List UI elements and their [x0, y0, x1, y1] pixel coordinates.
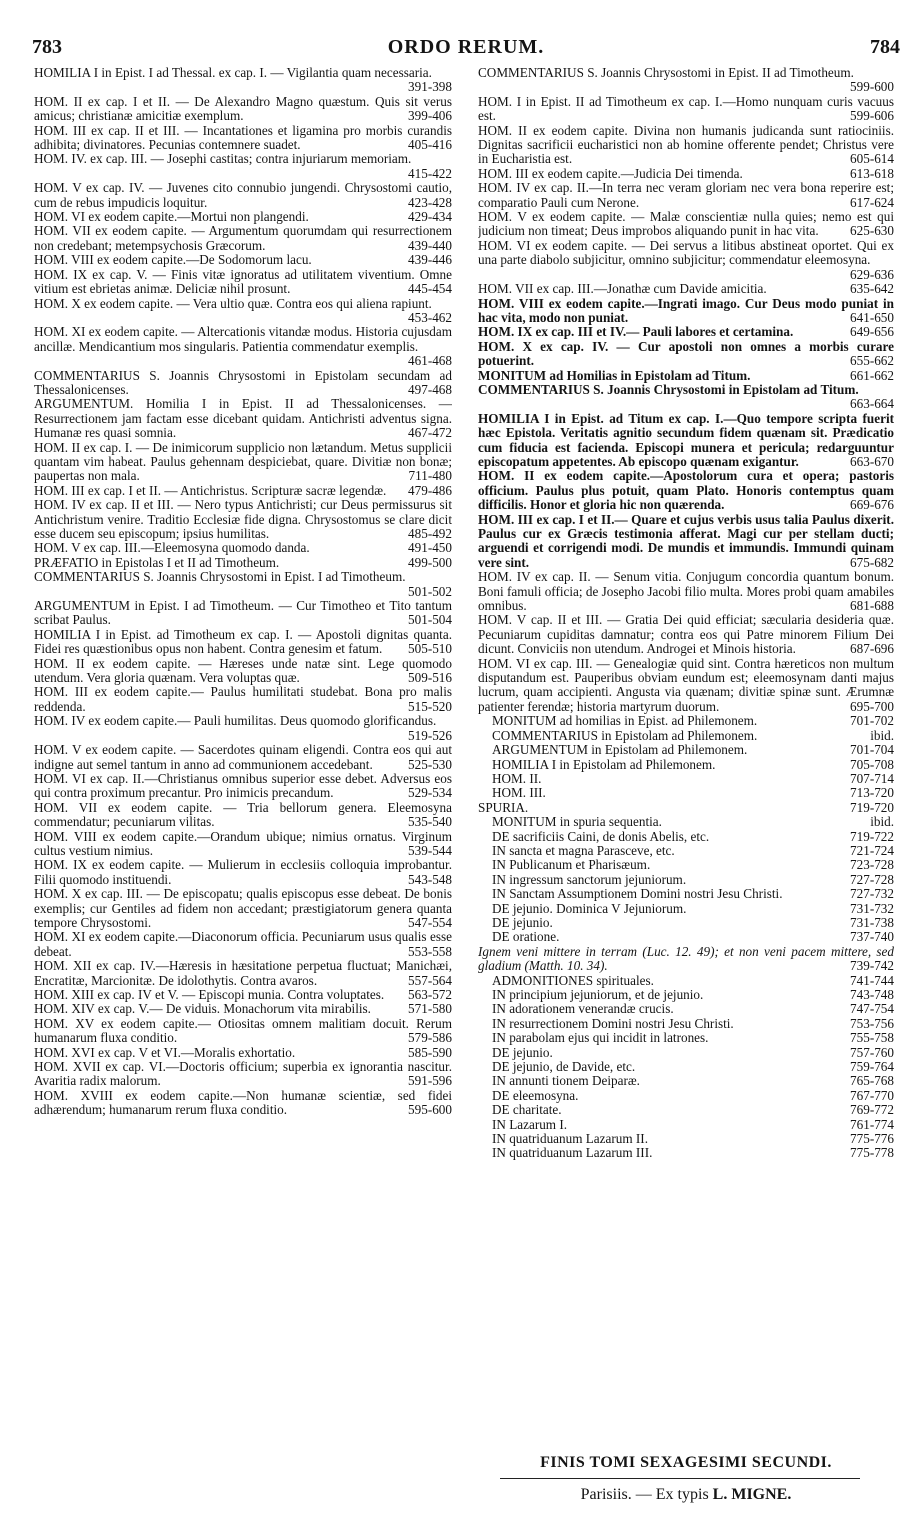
toc-entry-text: HOM. V ex cap. III.—Eleemosyna quomodo danda. [34, 540, 310, 556]
toc-entry-text: HOM. III ex cap. I et II. — Antichristus. Scripturæ sacræ legendæ. [34, 482, 387, 498]
toc-entry-text: HOM. XII ex cap. IV.—Hæresis in hæsitatione perpetua fluctuat; Manichæi, Encratitæ, Marcionitæ. De idolothytis. Contra avaros. [34, 958, 452, 988]
toc-entry-text: IN adorationem venerandæ crucis. [492, 1001, 674, 1017]
toc-entry-text: HOM. III ex eodem capite.— Paulus humilitati studebat. Bona pro malis reddenda. [34, 684, 452, 714]
toc-entry [478, 412, 894, 470]
toc-entry-text: IN ingressum sanctorum jejuniorum. [492, 871, 687, 887]
toc-entry-text: HOM. VI ex cap. II.—Christianus omnibus superior esse debet. Adversus eos qui contra proximum precantur. Pro inimicis precandum. [34, 770, 452, 801]
toc-page-range: 529-534 [408, 785, 452, 801]
toc-entry [478, 570, 894, 613]
toc-page-range: 743-748 [850, 987, 894, 1002]
toc-entry [34, 887, 452, 930]
toc-entry [34, 830, 452, 859]
toc-entry-text: HOM. VIII ex eodem capite.—De Sodomorum lacu. [34, 252, 312, 268]
toc-page-range: 731-738 [850, 914, 894, 930]
toc-page-range: 737-740 [850, 929, 894, 945]
toc-entry-text: HOM. III ex cap. II et III. — Incantationes et ligamina pro morbis curandis adhibita; divinatores. Pecunias contemnere suadet. [34, 122, 452, 153]
toc-page-range: 713-720 [850, 785, 894, 801]
toc-entry-text: IN Lazarum I. [492, 1116, 568, 1132]
toc-entry [478, 815, 894, 829]
toc-entry-text: HOM. I in Epist. II ad Timotheum ex cap. I.—Homo nunquam curis vacuus est. [478, 93, 894, 124]
toc-entry-text: HOM. IX ex eodem capite. — Mulierum in ecclesiis colloquia improbantur. Filii quomodo instituendi. [34, 857, 452, 887]
toc-entry [34, 657, 452, 686]
running-title: ORDO RERUM. [387, 36, 545, 58]
toc-page-range: 525-530 [408, 756, 452, 772]
page-header [32, 36, 900, 62]
toc-entry [478, 772, 894, 786]
toc-entry-text: HOM. XI ex eodem capite.—Diaconorum officia. Pecuniarum usus qualis esse debeat. [34, 929, 452, 959]
toc-entry [478, 988, 894, 1002]
toc-entry [478, 873, 894, 887]
toc-entry-text: IN quatriduanum Lazarum III. [492, 1145, 653, 1161]
toc-entry-text: HOM. IV ex eodem capite.— Pauli humilitas. Deus quomodo glorificandus. [34, 713, 437, 729]
toc-entry [34, 397, 452, 440]
toc-page-range: 719-722 [850, 828, 894, 844]
toc-page-range: 439-440 [408, 237, 452, 253]
toc-page-range: 753-756 [850, 1015, 894, 1031]
toc-entry [34, 685, 452, 714]
toc-entry [478, 902, 894, 916]
toc-entry [478, 325, 894, 339]
toc-page-range: 439-446 [408, 252, 452, 268]
toc-entry-text: HOM. II ex cap. I. — De inimicorum supplicio non lætandum. Metus supplicii quantam vim habeat. Paulus gehennam despiciebat, quare. Divitiæ non bonæ; paupertas non mala. [34, 439, 452, 484]
toc-entry-text: HOM. VII ex eodem capite. — Tria bellorum genera. Eleemosyna commendatur; pecuniarum vilitas. [34, 799, 452, 830]
toc-entry-text: HOMILIA I in Epist. ad Titum ex cap. I.—Quo tempore scripta fuerit hæc Epistola. Veritatis agnitio secundum fidem quænam sit. Prædicatio cum fiducia est facienda. Episcopi munera et pericula; redarguuntur episcopatum appetentes. Ab episcopo quænam exigantur. [478, 410, 894, 469]
toc-page-range: 769-772 [850, 1102, 894, 1118]
toc-entry-text: HOM. X ex cap. III. — De episcopatu; qualis episcopus esse debeat. De bonis exemplis; cur Gentiles ad fidem non accedant; præstigiatorum genera quanta tempore Chrysostomi. [34, 886, 452, 930]
toc-page-range: 605-614 [850, 151, 894, 167]
toc-entry-text: HOM. VIII ex eodem capite.—Orandum ubique; nimius ornatus. Virginum cultus vestium nimius. [34, 828, 452, 858]
toc-entry-text: HOM. XI ex eodem capite. — Altercationis vitandæ modus. Historia cujusdam ancillæ. Mendicantium mos singularis. Patientia commendatur exemplis. [34, 324, 452, 354]
toc-entry-text: HOM. X ex eodem capite. — Vera ultio quæ. Contra eos qui aliena rapiunt. [34, 295, 432, 311]
toc-entry-text: COMMENTARIUS S. Joannis Chrysostomi in Epist. II ad Timotheum. [478, 66, 854, 80]
toc-entry-text: HOM. IX ex cap. III et IV.— Pauli labores et certamina. [478, 324, 794, 340]
toc-entry [478, 1103, 894, 1117]
toc-entry [34, 714, 452, 743]
left-page-number: 783 [32, 36, 62, 58]
toc-entry-text: IN Sanctam Assumptionem Domini nostri Jesu Christi. [492, 886, 783, 902]
toc-entry [34, 484, 452, 498]
toc-entry-text: DE sacrificiis Caini, de donis Abelis, etc. [492, 828, 710, 844]
toc-entry [478, 729, 894, 743]
toc-page-range: 739-742 [850, 958, 894, 974]
toc-entry-text: HOM. XIII ex cap. IV et V. — Episcopi munia. Contra voluptates. [34, 987, 385, 1002]
toc-entry-text: IN sancta et magna Parasceve, etc. [492, 842, 675, 858]
toc-page-range: 759-764 [850, 1059, 894, 1075]
toc-entry [478, 786, 894, 800]
toc-page-range: 539-544 [408, 842, 452, 858]
toc-entry-text: COMMENTARIUS S. Joannis Chrysostomi in Epistolam ad Titum. [478, 381, 859, 397]
toc-page-range: 501-502 [408, 583, 452, 599]
toc-entry [478, 210, 894, 239]
toc-entry [478, 858, 894, 872]
toc-entry-text: HOM. V ex cap. IV. — Juvenes cito connubio jungendi. Chrysostomi cautio, cum de rebus impudicis loquitur. [34, 180, 452, 210]
toc-entry-text: COMMENTARIUS in Epistolam ad Philemonem. [492, 727, 758, 743]
toc-page-range: 727-728 [850, 871, 894, 887]
toc-entry [34, 570, 452, 599]
toc-entry [34, 1046, 452, 1060]
toc-entry-text: HOM. V cap. II et III. — Gratia Dei quid efficiat; sæcularia desideria quæ. Pecuniarum cupiditas damnatur; contra eos qui Patre minorem Filium Dei dicunt. Conviciis non utendum. Androgei et Minois historia. [478, 612, 894, 657]
toc-entry-text: HOM. III. [492, 785, 546, 801]
toc-entry [478, 1002, 894, 1016]
toc-page-range: 543-548 [408, 871, 452, 887]
toc-entry [478, 1146, 894, 1160]
toc-page-range: 767-770 [850, 1087, 894, 1103]
toc-page-range: 399-406 [408, 108, 452, 124]
toc-entry-text: HOM. II ex eodem capite. Divina non humanis judicanda sunt ratiociniis. Dignitas sacrificii eucharistici non ab homine offerente pendet; Christus vere in Eucharistia est. [478, 122, 894, 167]
toc-entry [478, 66, 894, 95]
toc-entry-text: HOM. II ex eodem capite.—Apostolorum cura et opera; pastoris officium. Paulus plus potuit, quam Plato. Honoris contemptus quam difficilis. Honor et gloria hic non quærenda. [478, 468, 894, 513]
toc-page-range: 663-664 [850, 396, 894, 412]
toc-entry [478, 1060, 894, 1074]
toc-entry [478, 340, 894, 369]
toc-entry [478, 383, 894, 412]
toc-page-range: 591-596 [408, 1073, 452, 1089]
imprint-text: Parisiis. — Ex typis [580, 1486, 713, 1503]
toc-entry-text: HOM. III ex eodem capite.—Judicia Dei timenda. [478, 165, 743, 181]
toc-entry-text: HOM. VI ex eodem capite. — Dei servus a litibus abstineat oportet. Qui ex una parte diabolo subjicitur, omnino subjicitur; commendatur eleemosyna. [478, 237, 894, 268]
toc-entry [478, 1046, 894, 1060]
toc-entry-text: HOM. V ex eodem capite. — Malæ conscientiæ nulla quies; nemo est qui judicium non timeat; Deus improbos aliquando punit in hac vita. [478, 209, 894, 239]
toc-page-range: 681-688 [850, 598, 894, 614]
toc-page-range: 579-586 [408, 1030, 452, 1046]
toc-entry [478, 801, 894, 815]
toc-entry-text: DE oratione. [492, 929, 560, 945]
toc-entry-text: MONITUM in spuria sequentia. [492, 814, 662, 830]
toc-entry [478, 1074, 894, 1088]
toc-entry [478, 714, 894, 728]
toc-page-range: 701-704 [850, 742, 894, 758]
toc-entry [478, 1118, 894, 1132]
toc-page-range: 553-558 [408, 943, 452, 959]
toc-entry-text: HOMILIA I in Epist. ad Timotheum ex cap. I. — Apostoli dignitas quanta. Fidei res quæstionibus opus non habent. Contra genesim et fatum. [34, 626, 452, 657]
toc-entry-text: ARGUMENTUM in Epistolam ad Philemonem. [492, 742, 748, 758]
toc-entry-text: SPURIA. [478, 799, 529, 815]
toc-page-range: 687-696 [850, 641, 894, 657]
toc-entry [478, 916, 894, 930]
toc-page-range: 557-564 [408, 972, 452, 988]
toc-page-range: 755-758 [850, 1030, 894, 1046]
toc-page-range: 765-768 [850, 1073, 894, 1089]
toc-page-range: 535-540 [408, 814, 452, 830]
toc-entry-text: DE jejunio, de Davide, etc. [492, 1059, 636, 1075]
toc-entry [478, 974, 894, 988]
toc-entry-text: MONITUM ad Homilias in Epistolam ad Titum. [478, 367, 751, 383]
toc-entry [34, 1017, 452, 1046]
toc-page-range: 629-636 [850, 266, 894, 282]
toc-page-range: 423-428 [408, 194, 452, 210]
toc-page-range: 571-580 [408, 1001, 452, 1017]
toc-entry [34, 541, 452, 555]
toc-entry-text: HOMILIA I in Epist. I ad Thessal. ex cap. I. — Vigilantia quam necessaria. [34, 66, 432, 80]
toc-entry-text: HOM. XVI ex cap. V et VI.—Moralis exhortatio. [34, 1044, 296, 1060]
toc-page-range: 519-526 [408, 727, 452, 743]
toc-entry [478, 945, 894, 974]
toc-entry [34, 988, 452, 1002]
toc-page-range: 501-504 [408, 612, 452, 628]
toc-page-range: 499-500 [408, 554, 452, 570]
toc-page-range: 707-714 [850, 770, 894, 786]
toc-entry-text: HOM. XVII ex cap. VI.—Doctoris officium; superbia ex ignorantia nascitur. Avaritia radix malorum. [34, 1059, 452, 1089]
toc-entry [478, 1017, 894, 1031]
toc-entry [34, 498, 452, 541]
toc-entry [34, 1002, 452, 1016]
right-column [478, 66, 894, 1466]
toc-entry-text: MONITUM ad homilias in Epist. ad Philemonem. [492, 713, 758, 729]
toc-page-range: 655-662 [850, 353, 894, 369]
right-page-number: 784 [870, 36, 900, 58]
toc-entry [34, 1089, 452, 1118]
toc-entry-text: DE jejunio. [492, 1044, 553, 1060]
toc-entry [34, 268, 452, 297]
toc-page-range: 445-454 [408, 281, 452, 297]
toc-entry [478, 930, 894, 944]
toc-entry-text: HOM. II ex eodem capite. — Hæreses unde natæ sint. Lege quomodo utendum. Vera gloria quænam. Vera voluptas quæ. [34, 655, 452, 686]
toc-page-range: ibid. [870, 814, 894, 830]
toc-entry [478, 297, 894, 326]
toc-entry-text: DE eleemosyna. [492, 1087, 579, 1103]
toc-entry [478, 1089, 894, 1103]
toc-entry-text: HOM. VIII ex eodem capite.—Ingrati imago. Cur Deus modo puniat in hac vita, modo non puniat. [478, 295, 894, 325]
toc-entry [478, 95, 894, 124]
toc-entry [478, 743, 894, 757]
toc-entry [34, 930, 452, 959]
toc-page-range: 515-520 [408, 698, 452, 714]
toc-entry-text: HOM. VII ex eodem capite. — Argumentum quorumdam qui resurrectionem non credebant; metempsychosis Græcorum. [34, 223, 452, 253]
toc-page-range: 705-708 [850, 756, 894, 772]
toc-entry-text: IN Publicanum et Pharisæum. [492, 857, 651, 873]
toc-entry [34, 599, 452, 628]
left-column [34, 66, 452, 1466]
toc-page-range: 599-606 [850, 108, 894, 124]
toc-entry-text: IN quatriduanum Lazarum II. [492, 1131, 648, 1147]
toc-entry-text: IN annunti tionem Deiparæ. [492, 1073, 640, 1089]
toc-entry [478, 181, 894, 210]
toc-entry [478, 513, 894, 571]
toc-page-range: 391-398 [408, 79, 452, 95]
toc-entry [34, 369, 452, 398]
printer-name: L. MIGNE. [712, 1486, 792, 1503]
toc-entry [34, 743, 452, 772]
toc-page-range: 599-600 [850, 79, 894, 95]
toc-page-range: 491-450 [408, 540, 452, 556]
toc-entry [34, 210, 452, 224]
toc-page-range: 613-618 [850, 165, 894, 181]
toc-entry [478, 758, 894, 772]
toc-entry-text: DE jejunio. Dominica V Jejuniorum. [492, 900, 687, 916]
toc-entry [34, 181, 452, 210]
toc-entry-text: HOM. IV. ex cap. III. — Josephi castitas; contra injuriarum memoriam. [34, 151, 412, 167]
toc-entry-text: IN parabolam ejus qui incidit in latrones. [492, 1030, 709, 1046]
toc-page-range: 453-462 [408, 309, 452, 325]
toc-entry [34, 772, 452, 801]
toc-entry [34, 66, 452, 95]
toc-entry [34, 556, 452, 570]
toc-page-range: 547-554 [408, 914, 452, 930]
toc-entry [478, 282, 894, 296]
toc-entry-text: ADMONITIONES spirituales. [492, 972, 654, 988]
toc-entry [34, 628, 452, 657]
toc-page-range: 405-416 [408, 137, 452, 153]
toc-page-range: 415-422 [408, 165, 452, 181]
toc-entry-text: ARGUMENTUM. Homilia I in Epist. II ad Thessalonicenses. — Resurrectionem jam factam esse dicebant quidam. Antichristi adventus signa. Humanæ res quasi somnia. [34, 396, 452, 441]
toc-page-range: 635-642 [850, 281, 894, 297]
toc-page-range: 649-656 [850, 324, 894, 340]
toc-entry [34, 95, 452, 124]
toc-entry [34, 224, 452, 253]
toc-entry-text: DE jejunio. [492, 914, 553, 930]
toc-page-range: 509-516 [408, 670, 452, 686]
toc-entry-text: HOM. IV ex cap. II. — Senum vitia. Conjugum concordia quantum bonum. Boni famuli officia; de Josepho Jacobi filio multa. Mores probi quam amabiles omnibus. [478, 569, 894, 614]
toc-entry [34, 858, 452, 887]
toc-entry [478, 844, 894, 858]
toc-page-range: 669-676 [850, 497, 894, 513]
toc-entry [478, 830, 894, 844]
toc-entry-text: HOM. XVIII ex eodem capite.—Non humanæ scientiæ, sed fidei adhærendum; humanarum rerum fluxa conditio. [34, 1087, 452, 1118]
toc-page-range: 461-468 [408, 353, 452, 369]
toc-entry [34, 801, 452, 830]
finis-line: FINIS TOMI SEXAGESIMI SECUNDI. [540, 1454, 832, 1471]
toc-entry [34, 441, 452, 484]
toc-entry-text: HOMILIA I in Epistolam ad Philemonem. [492, 756, 716, 772]
toc-entry [34, 959, 452, 988]
toc-page-range: 757-760 [850, 1044, 894, 1060]
toc-page-range: 775-776 [850, 1131, 894, 1147]
toc-page-range: 719-720 [850, 799, 894, 815]
toc-entry-text: Ignem veni mittere in terram (Luc. 12. 49); et non veni pacem mittere, sed gladium (Matth. 10. 34). [478, 943, 894, 974]
toc-page-range: 675-682 [850, 554, 894, 570]
toc-page-range: 497-468 [408, 381, 452, 397]
toc-entry-text: HOM. XV ex eodem capite.— Otiositas omnem malitiam docuit. Rerum humanarum fluxa conditio. [34, 1015, 452, 1046]
toc-page-range: 695-700 [850, 698, 894, 714]
toc-page-range: 701-702 [850, 713, 894, 729]
toc-page-range: 723-728 [850, 857, 894, 873]
toc-page-range: 467-472 [408, 425, 452, 441]
imprint-line [478, 1486, 894, 1504]
toc-entry [34, 325, 452, 368]
toc-entry [478, 239, 894, 282]
toc-entry [478, 369, 894, 383]
toc-entry-text: HOM. III ex cap. I et II.— Quare et cujus verbis usus talia Paulus dixerit. Paulus cur ex Græcis testimonia afferat. Magi cur per stellam ducti; arguendi et corrigendi modi. De mundis et immundis. Immundi quinam vere sint. [478, 511, 894, 570]
toc-entry-text: HOM. IV ex cap. II.—In terra nec veram gloriam nec vera bona reperire est; comparatio Pauli cum Nerone. [478, 180, 894, 210]
toc-page-range: 485-492 [408, 526, 452, 541]
toc-page-range: 747-754 [850, 1001, 894, 1017]
toc-page-range: 727-732 [850, 886, 894, 902]
toc-page-range: 711-480 [408, 468, 452, 484]
toc-entry [478, 1132, 894, 1146]
toc-page-range: 761-774 [850, 1116, 894, 1132]
toc-page-range: 625-630 [850, 223, 894, 239]
toc-entry-text: HOM. VI ex eodem capite.—Mortui non plangendi. [34, 209, 309, 225]
toc-page-range: 563-572 [408, 987, 452, 1002]
toc-page-range: 479-486 [408, 482, 452, 498]
toc-entry [478, 167, 894, 181]
toc-page-range: 429-434 [408, 209, 452, 225]
toc-entry [34, 253, 452, 267]
toc-entry [34, 124, 452, 153]
toc-entry-text: HOM. X ex cap. IV. — Cur apostoli non omnes a morbis curare potuerint. [478, 338, 894, 369]
toc-entry-text: HOM. IV ex cap. II et III. — Nero typus Antichristi; cur Deus permissurus sit Antichristum venire. Traditio Ecclesiæ fide digna. Chrysostomus se clare dicit esse ducem seu episcopum; ipsius humilitas. [34, 497, 452, 541]
toc-page-range: 595-600 [408, 1102, 452, 1118]
toc-entry-text: IN principium jejuniorum, et de jejunio. [492, 987, 704, 1002]
toc-page-range: 585-590 [408, 1044, 452, 1060]
toc-entry-text: COMMENTARIUS S. Joannis Chrysostomi in Epistolam secundam ad Thessalonicenses. [34, 367, 452, 397]
toc-entry-text: COMMENTARIUS S. Joannis Chrysostomi in Epist. I ad Timotheum. [34, 569, 406, 585]
divider-rule [500, 1478, 860, 1479]
toc-entry [478, 887, 894, 901]
toc-page-range: 617-624 [850, 194, 894, 210]
toc-entry-text: HOM. IX ex cap. V. — Finis vitæ ignoratus ad utilitatem viventium. Omne vitium est ebrietas animæ. Deliciæ nihil prosunt. [34, 266, 452, 297]
toc-entry-text: HOM. II. [492, 770, 542, 786]
toc-entry [478, 657, 894, 715]
toc-entry-text: HOM. II ex cap. I et II. — De Alexandro Magno quæstum. Quis sit verus amicus; christianæ amicitiæ exemplum. [34, 93, 452, 124]
toc-entry-text: HOM. VII ex cap. III.—Jonathæ cum Davide amicitia. [478, 281, 767, 297]
toc-page-range: 731-732 [850, 900, 894, 916]
toc-entry-text: HOM. VI ex cap. III. — Genealogiæ quid sint. Contra hæreticos non multum disputandum est. Pauperibus obviam eundum est; eleemosynam danti majus lucrum, quam accipienti. Angusta via quænam; divitiæ spinæ sunt. Ærumnæ patienter ferendæ; historia martyrum duorum. [478, 655, 894, 714]
toc-entry [478, 613, 894, 656]
toc-page-range: 663-670 [850, 453, 894, 469]
toc-entry-text: ARGUMENTUM in Epist. I ad Timotheum. — Cur Timotheo et Tito tantum scribat Paulus. [34, 598, 452, 628]
toc-entry-text: IN resurrectionem Domini nostri Jesu Christi. [492, 1015, 734, 1031]
toc-entry-text: PRÆFATIO in Epistolas I et II ad Timotheum. [34, 554, 280, 570]
toc-entry [34, 297, 452, 326]
toc-entry [34, 1060, 452, 1089]
toc-entry [478, 124, 894, 167]
toc-entry [478, 469, 894, 512]
toc-entry-text: HOM. XIV ex cap. V.— De viduis. Monachorum vita mirabilis. [34, 1001, 371, 1017]
toc-page-range: ibid. [870, 727, 894, 743]
toc-page-range: 641-650 [850, 309, 894, 325]
toc-entry-text: DE charitate. [492, 1102, 562, 1118]
toc-page-range: 661-662 [850, 367, 894, 383]
toc-entry-text: HOM. V ex eodem capite. — Sacerdotes quinam eligendi. Contra eos qui aut indigne aut semel tantum in anno ad communionem accedebant. [34, 742, 452, 772]
toc-entry [34, 152, 452, 181]
toc-page-range: 741-744 [850, 972, 894, 988]
toc-entry [478, 1031, 894, 1045]
toc-page-range: 505-510 [408, 641, 452, 657]
toc-page-range: 721-724 [850, 842, 894, 858]
toc-page-range: 775-778 [850, 1145, 894, 1161]
